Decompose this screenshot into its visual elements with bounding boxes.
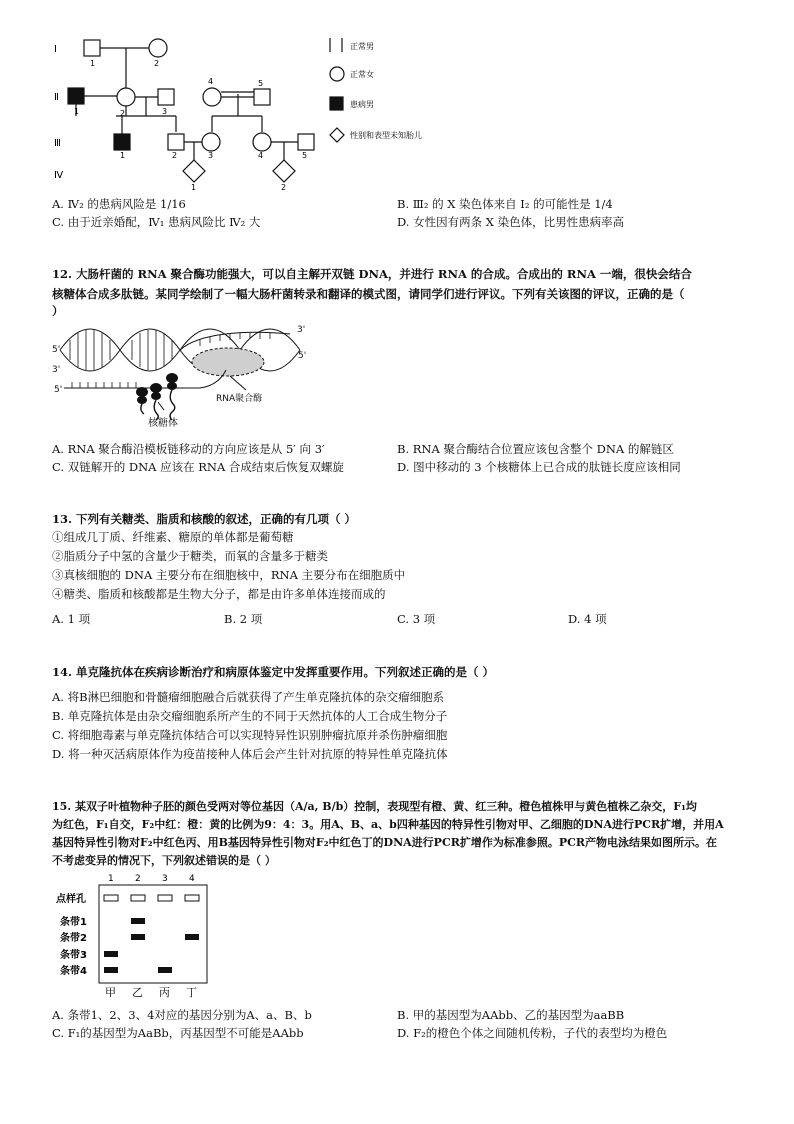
gel-band-1-lane-2 xyxy=(131,918,145,924)
gel-sample-label-3: 丙 xyxy=(159,986,170,999)
gel-band-label-3: 条带3 xyxy=(60,950,87,961)
label-3prime-top: 3' xyxy=(297,325,306,335)
gen-label-IV: Ⅳ xyxy=(54,170,64,181)
gel-sample-label-4: 丁 xyxy=(186,986,197,999)
q12-stem-line2: 核糖体合成多肽链。某同学绘制了一幅大肠杆菌转录和翻译的模式图，请同学们进行评议。下列有关该图的评议，正确的是（ xyxy=(52,287,685,301)
q15-option-b[interactable]: B. 甲的基因型为AAbb、乙的基因型为aaBB xyxy=(397,1008,625,1022)
q14-option-a[interactable]: A. 将B淋巴细胞和骨髓瘤细胞融合后就获得了产生单克隆抗体的杂交瘤细胞系 xyxy=(52,690,445,704)
q13-option-d[interactable]: D. 4 项 xyxy=(568,612,607,626)
gel-band-2-lane-4 xyxy=(185,934,199,940)
q13-option-a[interactable]: A. 1 项 xyxy=(52,612,91,626)
label-5prime-right: 5' xyxy=(298,351,307,361)
gel-lane-number-1: 1 xyxy=(108,874,114,884)
q11-option-a[interactable]: A. Ⅳ₂ 的患病风险是 1/16 xyxy=(52,197,186,211)
num-II5: 5 xyxy=(258,79,264,88)
q13-item-1: ①组成几丁质、纤维素、糖原的单体都是葡萄糖 xyxy=(52,530,294,544)
q12-stem-line3: ） xyxy=(52,304,64,318)
gel-well-1 xyxy=(104,895,118,901)
q11-option-b[interactable]: B. Ⅲ₂ 的 X 染色体来自 Ⅰ₂ 的可能性是 1/4 xyxy=(397,197,613,211)
num-III1: 1 xyxy=(120,151,126,160)
gel-band-label-4: 条带4 xyxy=(60,966,87,977)
q15-stem-line2: 为红色，F₁自交，F₂中红：橙：黄的比例为9：4：3。用A、B、a、b四种基因的特异性引物对甲、乙细胞的DNA进行PCR扩增，并用A xyxy=(52,818,724,831)
gel-well-2 xyxy=(131,895,145,901)
num-III3: 3 xyxy=(208,151,214,160)
ribosome-2 xyxy=(150,383,162,393)
gen-label-I: Ⅰ xyxy=(54,44,57,55)
label-3prime-left: 3' xyxy=(52,365,61,375)
q14-option-d[interactable]: D. 将一种灭活病原体作为疫苗接种人体后会产生针对抗原的特异性单克隆抗体 xyxy=(52,747,448,761)
pedigree-II3-male xyxy=(158,89,174,105)
label-rna-polymerase: RNA聚合酶 xyxy=(216,394,263,404)
legend-affected: 患病男 xyxy=(350,100,374,109)
q15-option-c[interactable]: C. F₁的基因型为AaBb，丙基因型不可能是AAbb xyxy=(52,1026,304,1040)
pedigree-I2-female xyxy=(149,39,167,57)
q15-stem-line1: 15. 某双子叶植物种子胚的颜色受两对等位基因（A/a, B/b）控制，表现型有橙、黄、红三种。橙色植株甲与黄色植株乙杂交，F₁均 xyxy=(52,800,697,813)
pedigree-legend xyxy=(328,34,448,144)
pedigree-III4-female xyxy=(253,133,271,151)
q11-option-d[interactable]: D. 女性因有两条 X 染色体，比男性患病率高 xyxy=(397,215,625,229)
gel-well-3 xyxy=(158,895,172,901)
label-5prime-mrna: 5' xyxy=(54,385,63,395)
gel-band-label-1: 条带1 xyxy=(60,917,87,928)
num-II4: 4 xyxy=(208,77,214,86)
num-I1: 1 xyxy=(90,59,96,68)
q15-option-a[interactable]: A. 条带1、2、3、4对应的基因分别为A、a、B、b xyxy=(52,1008,312,1022)
q12-stem-line1: 12. 大肠杆菌的 RNA 聚合酶功能强大，可以自主解开双链 DNA，并进行 RNA 的合成。合成出的 RNA 一端，很快会结合 xyxy=(52,267,692,281)
gel-band-4-lane-1 xyxy=(104,967,118,973)
q14-option-b[interactable]: B. 单克隆抗体是由杂交瘤细胞系所产生的不同于天然抗体的人工合成生物分子 xyxy=(52,709,448,723)
q15-stem-line4: 不考虑变异的情况下，下列叙述错误的是（ ） xyxy=(52,854,276,867)
label-ribosome: 核糖体 xyxy=(148,418,178,429)
ribosome-1 xyxy=(136,387,148,397)
num-I2: 2 xyxy=(154,59,160,68)
num-III4: 4 xyxy=(258,151,264,160)
q13-option-c[interactable]: C. 3 项 xyxy=(397,612,436,626)
pedigree-I1-male xyxy=(84,40,100,56)
q12-option-b[interactable]: B. RNA 聚合酶结合位置应该包含整个 DNA 的解链区 xyxy=(397,442,674,456)
num-II3: 3 xyxy=(162,107,168,116)
legend-unknown: 性别和表型未知胎儿 xyxy=(350,131,422,140)
num-IV1: 1 xyxy=(191,183,197,192)
gen-label-III: Ⅲ xyxy=(54,138,61,149)
num-II1: 1 xyxy=(74,107,80,116)
gel-well-label: 点样孔 xyxy=(56,894,86,905)
q13-item-3: ③真核细胞的 DNA 主要分布在细胞核中，RNA 主要分布在细胞质中 xyxy=(52,568,406,582)
pedigree-II2-female xyxy=(117,88,135,106)
q12-option-c[interactable]: C. 双链解开的 DNA 应该在 RNA 合成结束后恢复双螺旋 xyxy=(52,460,344,474)
q13-stem: 13. 下列有关糖类、脂质和核酸的叙述，正确的有几项（ ） xyxy=(52,512,357,526)
gel-band-2-lane-2 xyxy=(131,934,145,940)
q12-option-a[interactable]: A. RNA 聚合酶沿模板链移动的方向应该是从 5′ 向 3′ xyxy=(52,442,325,456)
q15-stem-line3: 基因特异性引物对F₂中红色丙、用B基因特异性引物对F₂中红色丁的DNA进行PCR扩增作为标准参照。PCR产物电泳结果如图所示。在 xyxy=(52,836,718,849)
num-III5: 5 xyxy=(302,151,308,160)
gel-band-4-lane-3 xyxy=(158,967,172,973)
pedigree-II1-affected-male xyxy=(68,88,84,104)
q14-stem: 14. 单克隆抗体在疾病诊断治疗和病原体鉴定中发挥重要作用。下列叙述正确的是（ ） xyxy=(52,665,495,679)
gel-lane-number-2: 2 xyxy=(135,874,141,884)
pedigree-III1-affected-male xyxy=(114,134,130,150)
num-II2: 2 xyxy=(120,109,126,118)
legend-normal-male: 正常男 xyxy=(350,42,374,51)
pedigree-III2-male xyxy=(168,134,184,150)
gen-label-II: Ⅱ xyxy=(54,92,59,103)
q15-option-d[interactable]: D. F₂的橙色个体之间随机传粉，子代的表型均为橙色 xyxy=(397,1026,668,1040)
gel-electrophoresis-figure xyxy=(52,872,222,1000)
pedigree-II4-female xyxy=(203,88,221,106)
q13-option-b[interactable]: B. 2 项 xyxy=(224,612,263,626)
q14-option-c[interactable]: C. 将细胞毒素与单克隆抗体结合可以实现特异性识别肿瘤抗原并杀伤肿瘤细胞 xyxy=(52,728,448,742)
pedigree-IV2-unknown xyxy=(273,160,295,182)
q13-item-4: ④糖类、脂质和核酸都是生物大分子，都是由许多单体连接而成的 xyxy=(52,587,386,601)
gel-lane-number-3: 3 xyxy=(162,874,168,884)
gel-lane-number-4: 4 xyxy=(189,874,195,884)
transcription-figure xyxy=(50,322,320,432)
label-5prime-left: 5' xyxy=(52,345,61,355)
gel-band-3-lane-1 xyxy=(104,951,118,957)
pedigree-III3-female xyxy=(202,133,220,151)
pedigree-II5-male xyxy=(254,89,270,105)
q11-option-c[interactable]: C. 由于近亲婚配，Ⅳ₁ 患病风险比 Ⅳ₂ 大 xyxy=(52,215,261,229)
num-IV2: 2 xyxy=(281,183,287,192)
ribosome-3 xyxy=(166,373,178,383)
legend-normal-female: 正常女 xyxy=(350,70,374,79)
q13-item-2: ②脂质分子中氢的含量少于糖类，而氧的含量多于糖类 xyxy=(52,549,328,563)
rna-polymerase-shape xyxy=(192,348,264,376)
pedigree-III5-male xyxy=(298,134,314,150)
num-III2: 2 xyxy=(172,151,178,160)
gel-sample-label-2: 乙 xyxy=(132,986,143,999)
gel-sample-label-1: 甲 xyxy=(105,986,116,999)
pedigree-IV1-unknown xyxy=(183,160,205,182)
q12-option-d[interactable]: D. 图中移动的 3 个核糖体上已合成的肽链长度应该相同 xyxy=(397,460,681,474)
gel-well-4 xyxy=(185,895,199,901)
gel-band-label-2: 条带2 xyxy=(60,933,87,944)
